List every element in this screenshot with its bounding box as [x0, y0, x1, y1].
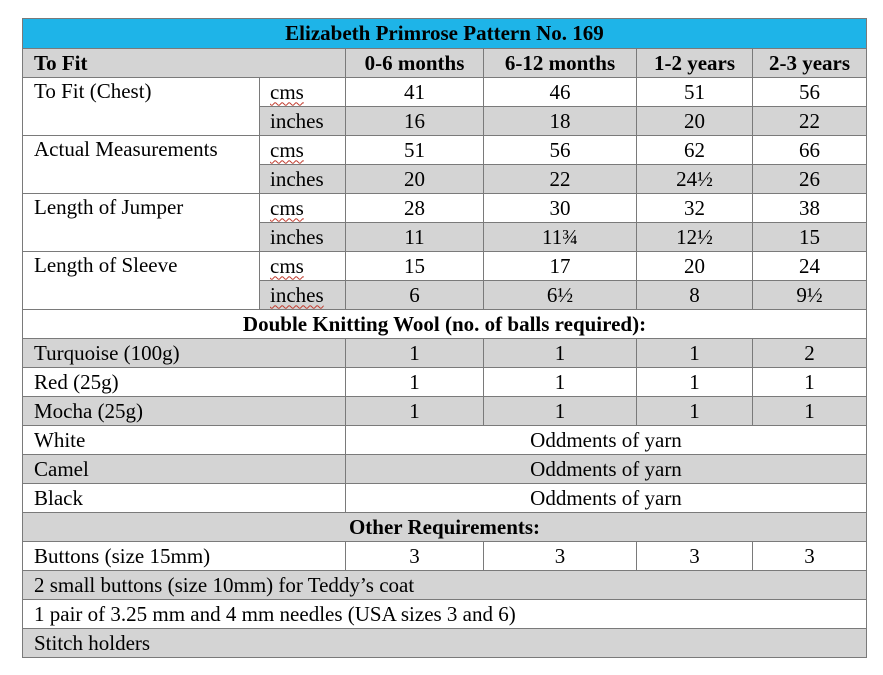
title-row	[23, 19, 867, 49]
unit-inches: inches	[270, 282, 324, 307]
oddment-label: Black	[23, 484, 346, 513]
measurement-row-cms	[23, 136, 867, 165]
measurement-label: Length of Jumper	[23, 194, 260, 252]
oddment-value: Oddments of yarn	[346, 455, 867, 484]
value-cell: 26	[753, 165, 867, 194]
oddment-value: Oddments of yarn	[346, 426, 867, 455]
value-cell: 22	[753, 107, 867, 136]
value-cell: 17	[484, 252, 637, 281]
value-cell: 20	[637, 252, 753, 281]
value-cell: 24	[753, 252, 867, 281]
oddment-label: Camel	[23, 455, 346, 484]
value-cell: 8	[637, 281, 753, 310]
value-cell: 1	[484, 368, 637, 397]
value-cell: 66	[753, 136, 867, 165]
other-section-row	[23, 513, 867, 542]
value-cell: 1	[637, 397, 753, 426]
value-cell: 11	[346, 223, 484, 252]
note-text: 2 small buttons (size 10mm) for Teddy’s coat	[23, 571, 867, 600]
buttons-row	[23, 542, 867, 571]
value-cell: 1	[346, 368, 484, 397]
unit-cms: cms	[270, 137, 304, 162]
measurement-row-cms	[23, 194, 867, 223]
value-cell: 6½	[484, 281, 637, 310]
oddment-row	[23, 455, 867, 484]
value-cell: 41	[346, 78, 484, 107]
value-cell: 62	[637, 136, 753, 165]
oddment-row	[23, 426, 867, 455]
value-cell: 46	[484, 78, 637, 107]
pattern-table-container	[22, 18, 867, 658]
value-cell: 3	[753, 542, 867, 571]
value-cell: 3	[484, 542, 637, 571]
measurement-row-cms	[23, 252, 867, 281]
wool-section-row	[23, 310, 867, 339]
size-header: 0-6 months	[346, 49, 484, 78]
buttons-label: Buttons (size 15mm)	[23, 542, 346, 571]
oddment-value: Oddments of yarn	[346, 484, 867, 513]
size-header: 1-2 years	[637, 49, 753, 78]
value-cell: 11¾	[484, 223, 637, 252]
measurement-label: Actual Measurements	[23, 136, 260, 194]
value-cell: 20	[346, 165, 484, 194]
value-cell: 3	[346, 542, 484, 571]
value-cell: 51	[637, 78, 753, 107]
value-cell: 56	[484, 136, 637, 165]
wool-row	[23, 339, 867, 368]
value-cell: 1	[346, 339, 484, 368]
size-header: 6-12 months	[484, 49, 637, 78]
value-cell: 22	[484, 165, 637, 194]
value-cell: 1	[753, 397, 867, 426]
to-fit-header: To Fit	[23, 49, 346, 78]
unit-inches: inches	[260, 223, 346, 252]
value-cell: 18	[484, 107, 637, 136]
wool-row	[23, 397, 867, 426]
measurement-row-cms	[23, 78, 867, 107]
note-text: 1 pair of 3.25 mm and 4 mm needles (USA sizes 3 and 6)	[23, 600, 867, 629]
note-row	[23, 629, 867, 658]
value-cell: 1	[637, 368, 753, 397]
value-cell: 1	[484, 339, 637, 368]
other-section-heading: Other Requirements:	[23, 513, 867, 542]
unit-cms: cms	[270, 195, 304, 220]
value-cell: 38	[753, 194, 867, 223]
value-cell: 2	[753, 339, 867, 368]
note-row	[23, 571, 867, 600]
value-cell: 1	[484, 397, 637, 426]
wool-label: Mocha (25g)	[23, 397, 346, 426]
value-cell: 56	[753, 78, 867, 107]
value-cell: 51	[346, 136, 484, 165]
unit-cms: cms	[270, 253, 304, 278]
value-cell: 32	[637, 194, 753, 223]
size-header: 2-3 years	[753, 49, 867, 78]
value-cell: 9½	[753, 281, 867, 310]
value-cell: 1	[637, 339, 753, 368]
oddment-label: White	[23, 426, 346, 455]
value-cell: 1	[753, 368, 867, 397]
note-row	[23, 600, 867, 629]
value-cell: 15	[346, 252, 484, 281]
oddment-row	[23, 484, 867, 513]
measurement-label: Length of Sleeve	[23, 252, 260, 310]
value-cell: 24½	[637, 165, 753, 194]
unit-inches: inches	[260, 107, 346, 136]
value-cell: 6	[346, 281, 484, 310]
value-cell: 12½	[637, 223, 753, 252]
value-cell: 20	[637, 107, 753, 136]
value-cell: 15	[753, 223, 867, 252]
wool-row	[23, 368, 867, 397]
note-text: Stitch holders	[23, 629, 867, 658]
wool-label: Turquoise (100g)	[23, 339, 346, 368]
size-header-row	[23, 49, 867, 78]
unit-cms: cms	[270, 79, 304, 104]
value-cell: 1	[346, 397, 484, 426]
unit-inches: inches	[260, 165, 346, 194]
value-cell: 16	[346, 107, 484, 136]
value-cell: 3	[637, 542, 753, 571]
wool-section-heading: Double Knitting Wool (no. of balls required):	[23, 310, 867, 339]
wool-label: Red (25g)	[23, 368, 346, 397]
pattern-table	[22, 18, 867, 658]
measurement-label: To Fit (Chest)	[23, 78, 260, 136]
pattern-title: Elizabeth Primrose Pattern No. 169	[23, 19, 867, 49]
value-cell: 28	[346, 194, 484, 223]
value-cell: 30	[484, 194, 637, 223]
